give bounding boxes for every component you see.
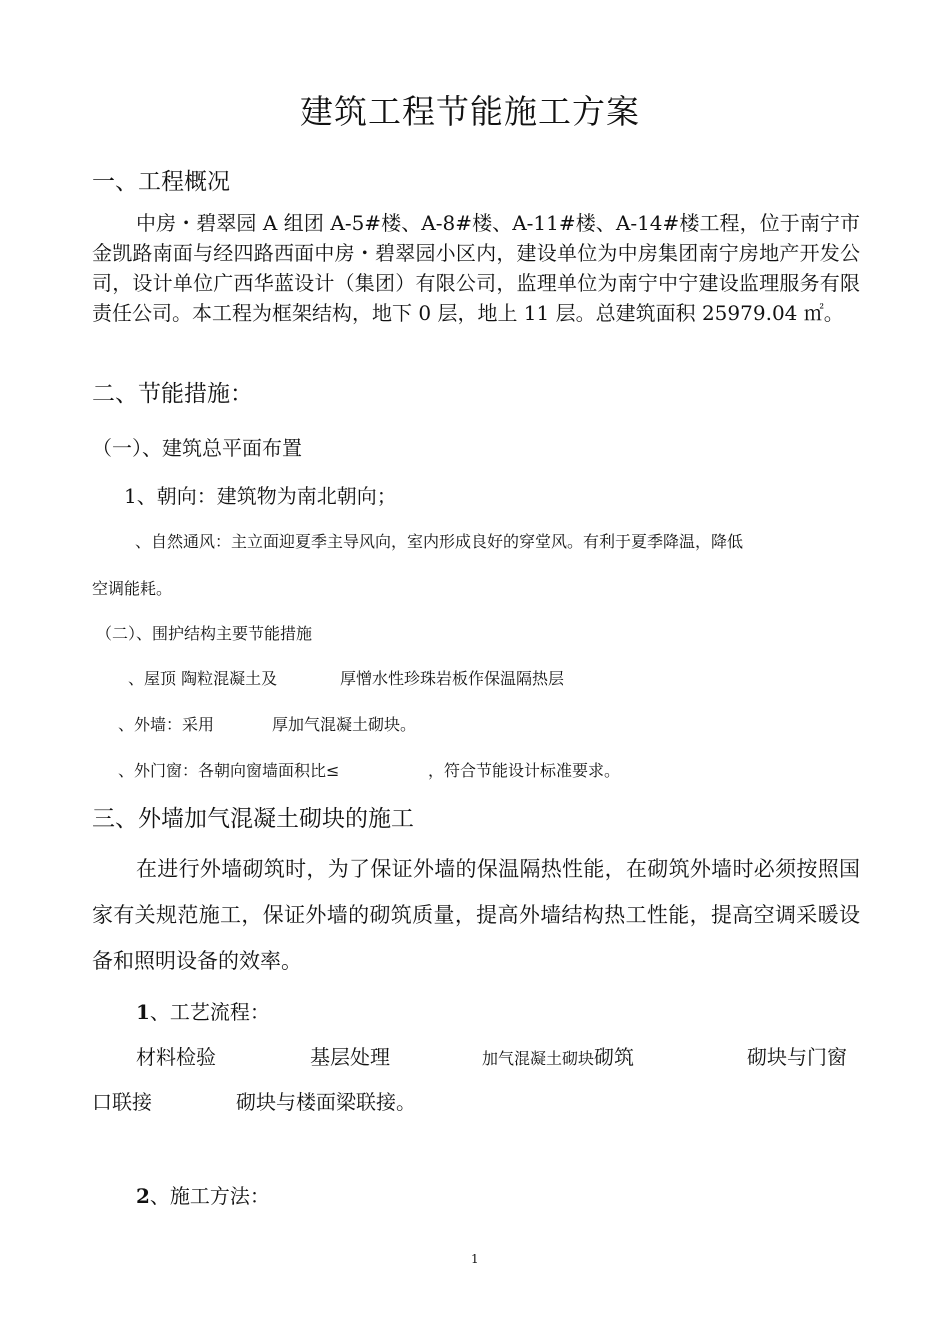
step-number-2: 2 (136, 1184, 150, 1208)
roof-item-part1: 、屋顶 陶粒混凝土及 (128, 669, 278, 688)
orientation-item: 1、朝向：建筑物为南北朝向； (124, 484, 397, 508)
window-item-part1: 、外门窗：各朝向窗墙面积比≤ (118, 761, 340, 780)
step-heading-process (136, 996, 270, 1025)
step-label-method: 、施工方法： (149, 1184, 270, 1208)
section-heading-construction: 三、外墙加气混凝土砌块的施工 (92, 806, 414, 832)
step-number-1: 1 (136, 1000, 150, 1024)
flow-step-masonry (482, 1041, 634, 1070)
ventilation-item-line1: 、自然通风：主立面迎夏季主导风向，室内形成良好的穿堂风。有利于夏季降温，降低 (135, 532, 744, 551)
wall-item-part1: 、外墙：采用 (118, 715, 215, 734)
flow-step-window-joint: 砌块与门窗 (747, 1045, 847, 1069)
flow-step-base-treatment: 基层处理 (310, 1045, 390, 1069)
step-heading-method (136, 1180, 270, 1209)
window-item-part2: ，符合节能设计标准要求。 (428, 761, 621, 780)
wall-item-part2: 厚加气混凝土砌块。 (272, 715, 417, 734)
section-heading-overview: 一、工程概况 (92, 169, 230, 195)
flow-step-window-joint-cont: 口联接 (92, 1090, 152, 1114)
flow-step-masonry-big: 砌筑 (594, 1045, 635, 1069)
roof-item-part2: 厚憎水性珍珠岩板作保温隔热层 (340, 669, 565, 688)
flow-step-material-inspection: 材料检验 (136, 1045, 216, 1069)
subsection-heading-envelope: （二）、围护结构主要节能措施 (96, 624, 313, 643)
subsection-heading-site-layout: （一）、建筑总平面布置 (92, 436, 302, 460)
flow-step-masonry-small: 加气混凝土砌块 (482, 1049, 595, 1068)
step-label-process: 、工艺流程： (149, 1000, 270, 1024)
overview-paragraph: 中房・碧翠园 A 组团 A-5#楼、A-8#楼、A-11#楼、A-14#楼工程，位于南宁市金凯路南面与经四路西面中房・碧翠园小区内，建设单位为中房集团南宁房地产开发公司，设计单位广西华蓝设计（集团）有限公司，监理单位为南宁中宁建设监理服务有限责任公司。本工程为框架结构，地下 0 层，地上 11 层。总建筑面积 25979.04 ㎡。 (92, 211, 860, 325)
page-title: 建筑工程节能施工方案 (300, 92, 640, 131)
section-heading-measures: 二、节能措施： (92, 381, 253, 407)
ventilation-item-line2: 空调能耗。 (92, 579, 173, 598)
flow-step-beam-joint: 砌块与楼面梁联接。 (236, 1090, 416, 1114)
construction-paragraph: 在进行外墙砌筑时，为了保证外墙的保温隔热性能，在砌筑外墙时必须按照国家有关规范施工，保证外墙的砌筑质量，提高外墙结构热工性能，提高空调采暖设备和照明设备的效率。 (92, 857, 860, 973)
page-number: 1 (471, 1252, 479, 1266)
